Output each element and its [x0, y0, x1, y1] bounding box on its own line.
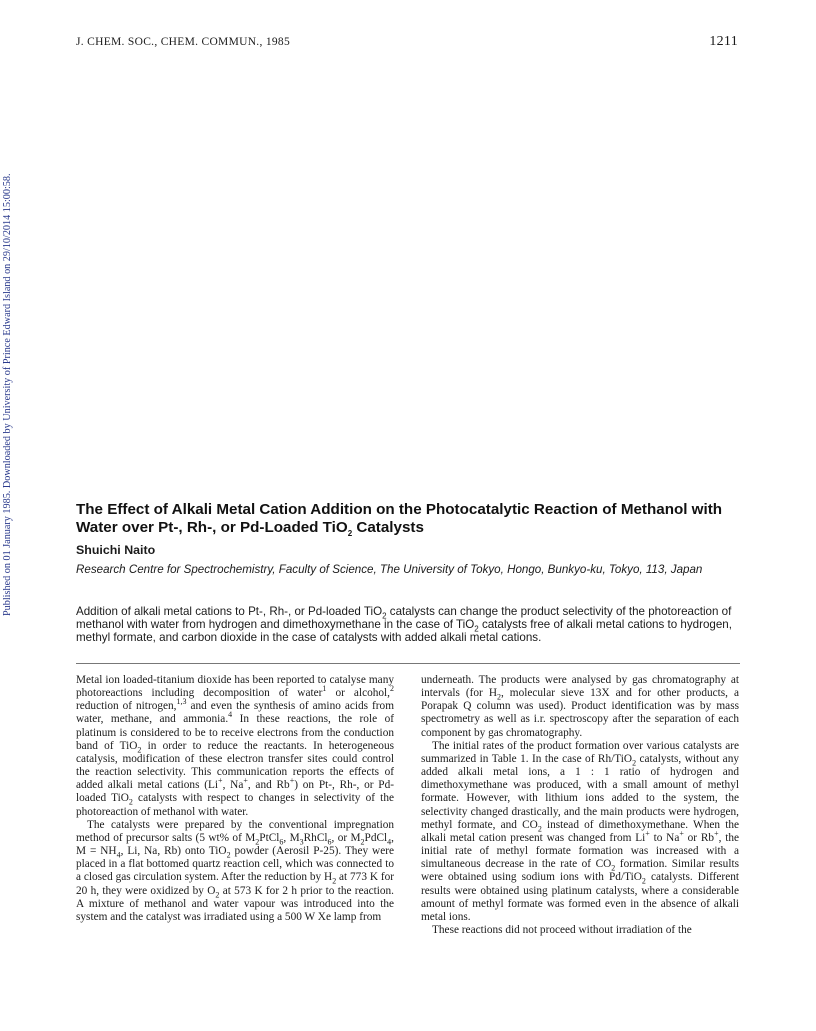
left-column [76, 674, 394, 924]
body-paragraph: The catalysts were prepared by the conventional impregnation method of precursor salts (5 wt% of $M_2PtCl_6$, $M_3RhCl_6$, or $M_2PdCl_4$, $M = NH_4$, Li, Na, Rb) onto TiO$_2$ powder (Aerosil P-25). They were placed in a flat bottomed quartz reaction cell, which was connected to a closed gas circulation system. After the reduction by $H_2$ at 773 K for 20 h, they were oxidized by $O_2$ at 573 K for 2 h prior to the reaction. A mixture of methanol and water vapour was introduced into the system and the catalyst was irradiated using a 500 W Xe lamp from [76, 818, 395, 923]
publication-side-note: Published on 01 January 1985. Downloaded by University of Prince Edward Island on 29/10/2014 15:00:58. [2, 173, 13, 617]
right-column [421, 674, 739, 937]
section-divider [76, 663, 740, 664]
journal-citation: J. CHEM. SOC., CHEM. COMMUN., 1985 [76, 36, 291, 48]
page-number: 1211 [709, 34, 738, 49]
body-paragraph: Metal ion loaded-titanium dioxide has been reported to catalyse many photoreactions including decomposition of water$^1$ or alcohol,$^2$ reduction of nitrogen,$^{1,3}$ and even the synthesis of amino acids from water, methane, and ammonia.$^4$ In these reactions, the role of platinum is considered to be to receive electrons from the conduction band of TiO$_2$ in order to reduce the reactants. In heterogeneous catalysis, modification of these electron transfer sites could control the reaction selectivity. This communication reports the effects of added alkali metal cations (Li+, Na+, and Rb+) on Pt-, Rh-, or Pd-loaded TiO$_2$ catalysts with respect to changes in selectivity of the photoreaction of methanol with water. [76, 674, 394, 818]
abstract: Addition of alkali metal cations to Pt-, Rh-, or Pd-loaded TiO$_2$ catalysts can change the product selectivity of the photoreaction of methanol with water from hydrogen and dimethoxymethane in the case of TiO$_2$ catalysts free of alkali metal cations to hydrogen, methyl formate, and carbon dioxide in the case of catalysts with added alkali metal cations. [76, 605, 732, 644]
article-title: The Effect of Alkali Metal Cation Addition on the Photocatalytic Reaction of Methanol with Water over Pt-, Rh-, or Pd-Loaded TiO$_2$ Catalysts [76, 501, 723, 539]
body-paragraph: These reactions did not proceed without irradiation of the [432, 923, 692, 936]
running-head [76, 36, 740, 52]
affiliation: Research Centre for Spectrochemistry, Faculty of Science, The University of Tokyo, Hongo, Bunkyo-ku, Tokyo, 113, Japan [76, 563, 703, 576]
author-name: Shuichi Naito [76, 543, 156, 557]
body-paragraph: The initial rates of the product formation over various catalysts are summarized in Table 1. In the case of Rh/TiO$_2$ catalysts, without any added alkali metal ions, a 1 : 1 ratio of hydrogen and dimethoxymethane was produced, with a small amount of methyl formate. However, with lithium ions added to the system, the selectivity changed drastically, and the main products were hydrogen, methyl formate, and $CO_2$ instead of dimethoxymethane. When the alkali metal cation present was changed from Li+ to Na+ or Rb+, the initial rate of methyl formate formation was increased with a simultaneous decrease in the rate of $CO_2$ formation. Similar results were obtained using sodium ions with Pd/TiO$_2$ catalysts. Different results were obtained using platinum catalysts, where a considerable amount of methyl formate was formed even in the absence of alkali metal ions. [421, 739, 740, 923]
body-paragraph: underneath. The products were analysed by gas chromatography at intervals (for $H_2$, molecular sieve 13X and for other products, a Porapak Q column was used). Product identification was by mass spectrometry as well as i.r. spectroscopy after the separation of each component by gas chromatography. [421, 674, 739, 739]
